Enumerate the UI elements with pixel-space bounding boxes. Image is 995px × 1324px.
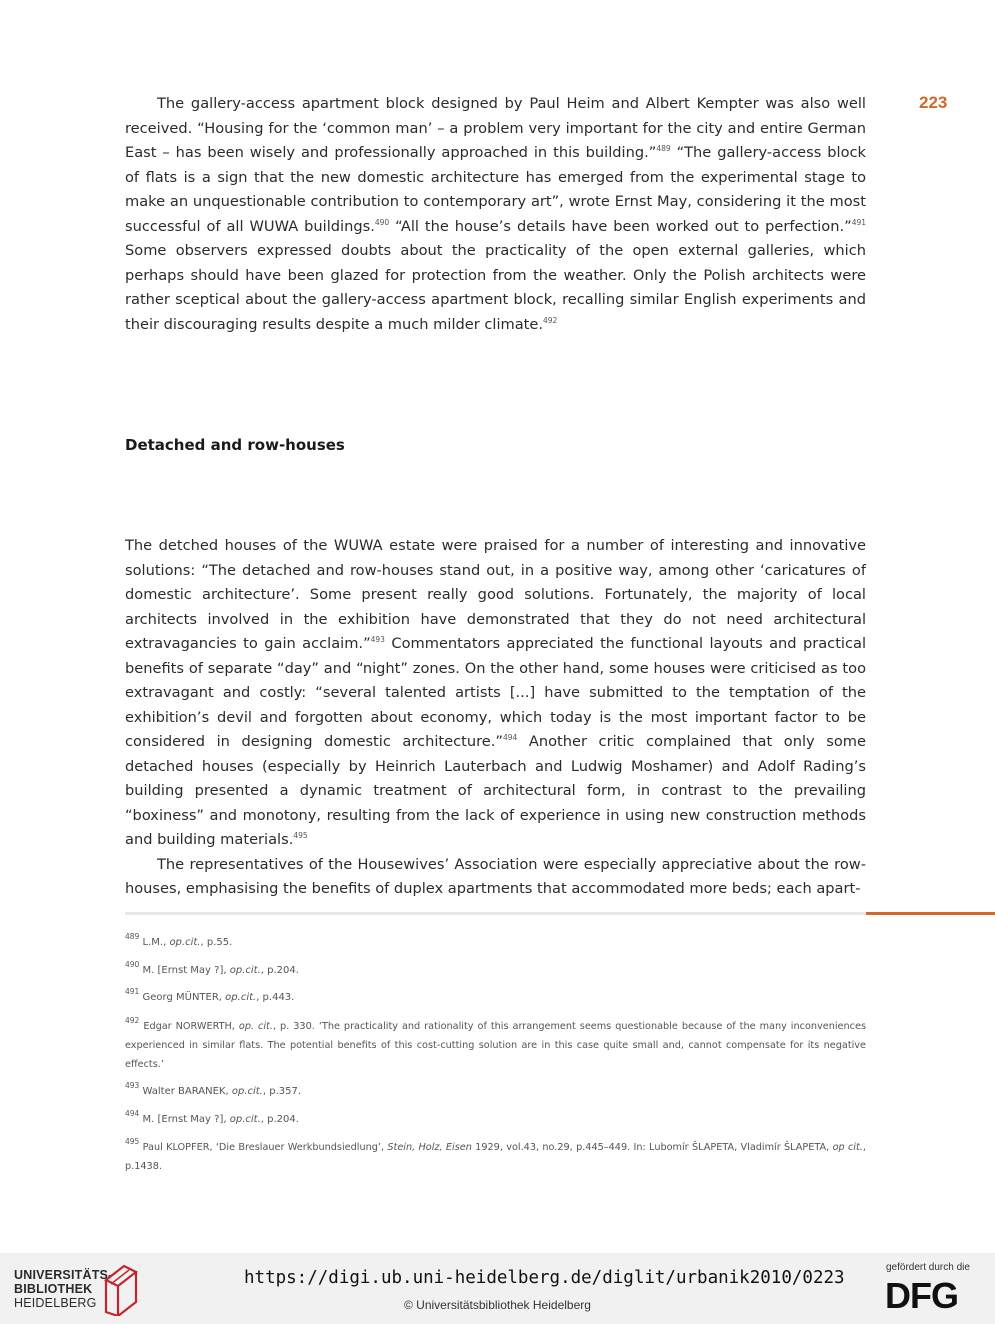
paragraph-detached-houses [125, 534, 866, 902]
funded-by-label: gefördert durch die [886, 1262, 970, 1273]
footnote-ref-489[interactable]: 489 [656, 144, 671, 153]
footnote-ref-494[interactable]: 494 [502, 733, 518, 742]
paragraph-1-text: The gallery-access apartment block designed by Paul Heim and Albert Kempter was also well received. “Housing for the ‘common man’ – a problem very important for the city and entire German East – has been wisely and professionally approached in this building.”$^{489}$ “The gallery-access block of flats is a sign that the new domestic architecture has emerged from the experimental stage to make an unquestionable contribution to contemporary art”, wrote Ernst May, considering it the most successful of all WUWA buildings.$^{490}$ “All the house’s details have been worked out to perfection.”$^{491}$ Some observers expressed doubts about the practicality of the open external galleries, which perhaps should have been glazed for protection from the weather. Only the Polish architects were rather sceptical about the gallery-access apartment block, recalling similar English experiments and their discouraging results despite a much milder climate.$^{492}$ [125, 95, 867, 333]
paragraph-2-text: The detched houses of the WUWA estate were praised for a number of interesting and innovative solutions: “The detached and row-houses stand out, in a positive way, among other ‘caricatures of domestic architecture’. Some present really good solutions. Fortunately, the majority of local architects involved in the exhibition have demonstrated that they do not need architectural extravagancies to gain acclaim.”$^{493}$ Commentators appreciated the functional layouts and practical benefits of separate “day” and “night” zones. On the other hand, some houses were criticised as too extravagant and costly: “several talented artists [...] have submitted to the temptation of the exhibition’s devil and forgotten about economy, which today is the most important factor to be considered in designing domestic architecture.”$^{494}$ Another critic complained that only some detached houses (especially by Heinrich Lauterbach and Ludwig Moshamer) and Adolf Rading’s building presented a dynamic treatment of architectural form, in contrast to the prevailing “boxiness” and monotony, resulting from the lack of experience in using new construction methods and building materials.$^{495}$ [125, 537, 866, 848]
logo-line-3: HEIDELBERG [14, 1296, 97, 1310]
footnotes [125, 934, 866, 1186]
footnote-489: $^{489}$ L.M., op.cit., p.55. [125, 932, 233, 948]
footnote-ref-492[interactable]: 492 [543, 315, 558, 325]
viewer-footer [0, 1253, 995, 1324]
footnote-495: $^{495}$ Paul KLOPFER, ‘Die Breslauer Werkbundsiedlung’, Stein, Holz, Eisen 1929, vol.43, no.29, p.445–449. In: Lubomír ŠLAPETA, Vladimír ŠLAPETA, op cit., p.1438. [125, 1137, 866, 1172]
paragraph-gallery-access [125, 92, 866, 337]
paragraph-3-text: The representatives of the Housewives’ Association were especially appreciative about the row-houses, emphasising the benefits of duplex apartments that accommodated more beds; each apart- [125, 855, 866, 897]
footnote-490: $^{490}$ M. [Ernst May ?], op.cit., p.204. [125, 959, 299, 976]
footnote-ref-490[interactable]: 490 [374, 217, 390, 227]
footnote-divider [125, 912, 866, 915]
dfg-logo[interactable]: DFG [885, 1275, 958, 1316]
footnote-493: $^{493}$ Walter BARANEK, op.cit., p.357. [125, 1081, 302, 1097]
logo-line-1: UNIVERSITÄTS- [14, 1268, 113, 1282]
footnote-divider-accent [866, 912, 995, 915]
permalink-url[interactable]: https://digi.ub.uni-heidelberg.de/diglit/urbanik2010/0223 [244, 1268, 845, 1288]
library-book-icon [102, 1262, 140, 1316]
footnote-ref-495[interactable]: 495 [293, 831, 308, 840]
footnote-492: $^{492}$ Edgar NORWERTH, op. cit., p. 330. ‘The practicality and rationality of this arrangement seems questionable because of the many inconveniences experienced in similar flats. The potential benefits of this cost-cutting solution are in this case quite small and, cannot compensate for its negative effects.’ [125, 1015, 866, 1070]
footnote-ref-491[interactable]: 491 [851, 217, 867, 227]
copyright-notice: © Universitätsbibliothek Heidelberg [404, 1298, 591, 1312]
university-library-logo[interactable] [14, 1262, 140, 1316]
footnote-494: $^{494}$ M. [Ernst May ?], op.cit., p.204. [125, 1108, 299, 1125]
page-number: 223 [919, 93, 948, 112]
section-heading: Detached and row-houses [125, 436, 345, 454]
footnote-ref-493[interactable]: 493 [370, 635, 385, 644]
logo-line-2: BIBLIOTHEK [14, 1282, 93, 1296]
footnote-491: $^{491}$ Georg MÜNTER, op.cit., p.443. [125, 987, 295, 1003]
